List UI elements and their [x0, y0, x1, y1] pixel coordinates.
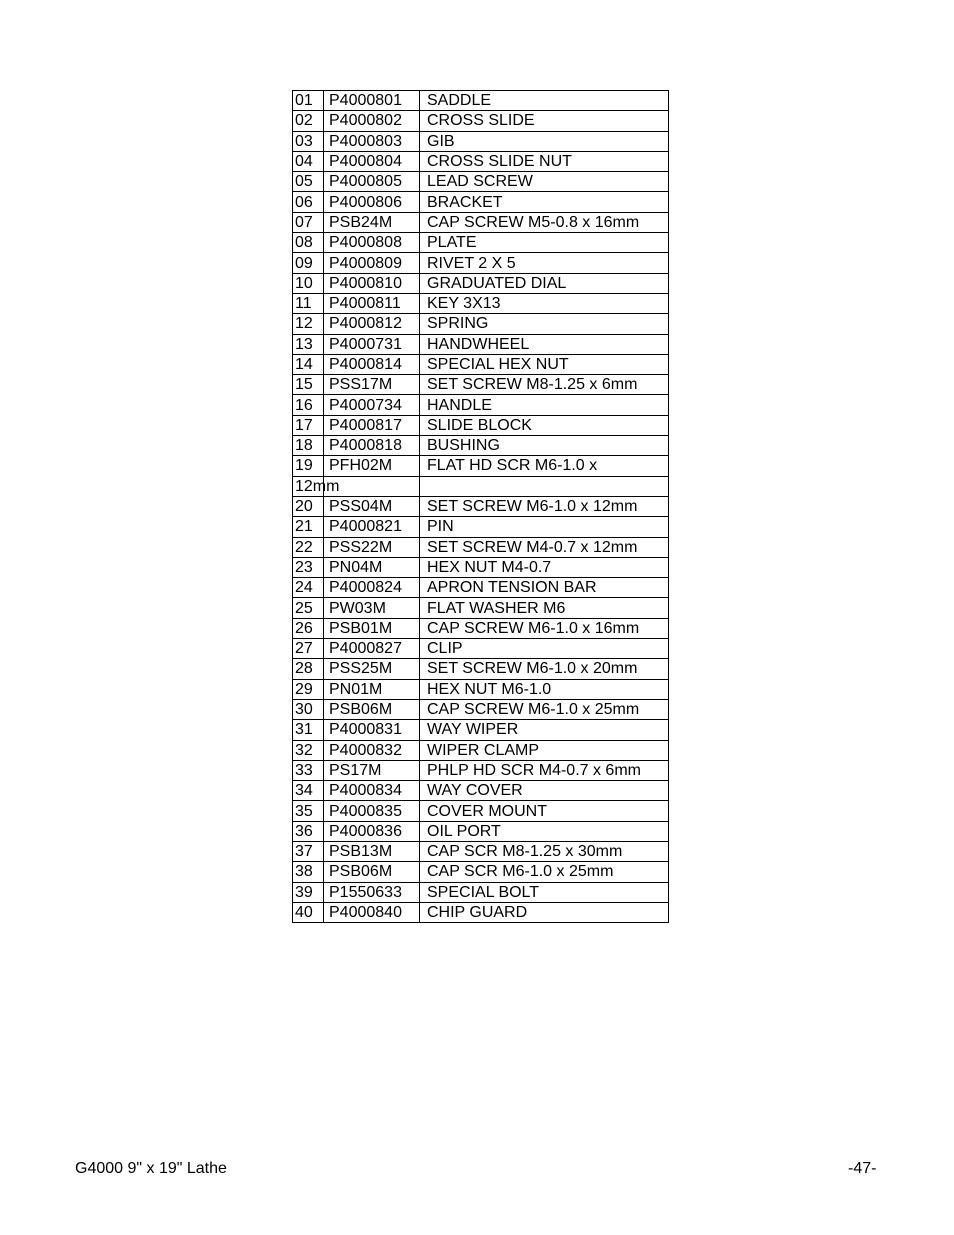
table-row [293, 233, 669, 253]
part-number-cell: P1550633 [324, 882, 420, 902]
footer-page-number: -47- [848, 1160, 877, 1177]
ref-number-cell: 35 [293, 801, 324, 821]
ref-number-cell: 02 [293, 111, 324, 131]
description-cell: CHIP GUARD [420, 902, 669, 922]
ref-number-cell: 16 [293, 395, 324, 415]
part-number-cell: P4000804 [324, 151, 420, 171]
ref-number-cell: 22 [293, 537, 324, 557]
ref-number-cell: 10 [293, 273, 324, 293]
part-number-cell: P4000731 [324, 334, 420, 354]
ref-number-cell: 29 [293, 679, 324, 699]
description-cell: CROSS SLIDE [420, 111, 669, 131]
part-number-cell: P4000836 [324, 821, 420, 841]
part-number-cell: P4000832 [324, 740, 420, 760]
description-cell: GIB [420, 131, 669, 151]
part-number-cell: PSB01M [324, 618, 420, 638]
description-cell: COVER MOUNT [420, 801, 669, 821]
part-number-cell: P4000827 [324, 639, 420, 659]
description-cell: PIN [420, 517, 669, 537]
part-number-cell: P4000803 [324, 131, 420, 151]
table-row [293, 902, 669, 922]
table-row [293, 760, 669, 780]
part-number-cell: P4000810 [324, 273, 420, 293]
description-cell: CAP SCREW M5-0.8 x 16mm [420, 212, 669, 232]
ref-number-cell: 09 [293, 253, 324, 273]
table-row [293, 131, 669, 151]
ref-number-cell: 14 [293, 354, 324, 374]
table-row [293, 659, 669, 679]
part-number-cell: P4000801 [324, 91, 420, 111]
table-row [293, 679, 669, 699]
description-cell: RIVET 2 X 5 [420, 253, 669, 273]
description-cell: CAP SCR M8-1.25 x 30mm [420, 841, 669, 861]
description-cell: CROSS SLIDE NUT [420, 151, 669, 171]
description-cell: SET SCREW M8-1.25 x 6mm [420, 375, 669, 395]
ref-number-cell: 24 [293, 578, 324, 598]
table-row [293, 253, 669, 273]
ref-number-cell: 07 [293, 212, 324, 232]
table-row [293, 699, 669, 719]
part-number-cell: PSS25M [324, 659, 420, 679]
ref-number-cell: 04 [293, 151, 324, 171]
ref-number-cell: 17 [293, 415, 324, 435]
table-row [293, 375, 669, 395]
ref-number-cell: 15 [293, 375, 324, 395]
table-row [293, 821, 669, 841]
ref-number-cell: 20 [293, 496, 324, 516]
part-number-cell: P4000831 [324, 720, 420, 740]
ref-number-cell: 13 [293, 334, 324, 354]
table-row [293, 740, 669, 760]
ref-number-cell: 28 [293, 659, 324, 679]
part-number-cell: P4000812 [324, 314, 420, 334]
description-cell: HANDLE [420, 395, 669, 415]
part-number-cell: PSB06M [324, 862, 420, 882]
part-number-cell: P4000734 [324, 395, 420, 415]
ref-number-cell: 32 [293, 740, 324, 760]
part-number-cell: PSS17M [324, 375, 420, 395]
table-row [293, 334, 669, 354]
description-cell: SLIDE BLOCK [420, 415, 669, 435]
description-cell: HEX NUT M4-0.7 [420, 557, 669, 577]
table-row [293, 476, 669, 496]
description-cell: CAP SCREW M6-1.0 x 25mm [420, 699, 669, 719]
description-cell: SPRING [420, 314, 669, 334]
ref-number-cell: 12mm [293, 476, 324, 496]
table-row [293, 415, 669, 435]
part-number-cell: PSB06M [324, 699, 420, 719]
table-row [293, 598, 669, 618]
parts-list-table [292, 90, 669, 923]
description-cell: BRACKET [420, 192, 669, 212]
description-cell: SET SCREW M6-1.0 x 12mm [420, 496, 669, 516]
table-row [293, 720, 669, 740]
ref-number-cell: 25 [293, 598, 324, 618]
ref-number-cell: 21 [293, 517, 324, 537]
part-number-cell: PFH02M [324, 456, 420, 476]
description-cell: SADDLE [420, 91, 669, 111]
table-row [293, 781, 669, 801]
description-cell: KEY 3X13 [420, 293, 669, 313]
table-row [293, 436, 669, 456]
ref-number-cell: 26 [293, 618, 324, 638]
part-number-cell: PS17M [324, 760, 420, 780]
ref-number-cell: 40 [293, 902, 324, 922]
ref-number-cell: 31 [293, 720, 324, 740]
table-row [293, 314, 669, 334]
description-cell: SPECIAL BOLT [420, 882, 669, 902]
part-number-cell: P4000806 [324, 192, 420, 212]
part-number-cell: P4000818 [324, 436, 420, 456]
table-row [293, 395, 669, 415]
description-cell: BUSHING [420, 436, 669, 456]
ref-number-cell: 19 [293, 456, 324, 476]
description-cell: APRON TENSION BAR [420, 578, 669, 598]
ref-number-cell: 39 [293, 882, 324, 902]
description-cell: WIPER CLAMP [420, 740, 669, 760]
ref-number-cell: 27 [293, 639, 324, 659]
part-number-cell: P4000821 [324, 517, 420, 537]
ref-number-cell: 08 [293, 233, 324, 253]
description-cell: SET SCREW M4-0.7 x 12mm [420, 537, 669, 557]
description-cell: PHLP HD SCR M4-0.7 x 6mm [420, 760, 669, 780]
part-number-cell: P4000805 [324, 172, 420, 192]
description-cell: CAP SCR M6-1.0 x 25mm [420, 862, 669, 882]
part-number-cell: P4000808 [324, 233, 420, 253]
description-cell: WAY WIPER [420, 720, 669, 740]
table-row [293, 618, 669, 638]
part-number-cell: PN04M [324, 557, 420, 577]
description-cell: LEAD SCREW [420, 172, 669, 192]
description-cell: SPECIAL HEX NUT [420, 354, 669, 374]
ref-number-cell: 12 [293, 314, 324, 334]
ref-number-cell: 03 [293, 131, 324, 151]
table-row [293, 354, 669, 374]
ref-number-cell: 30 [293, 699, 324, 719]
part-number-cell: PN01M [324, 679, 420, 699]
part-number-cell: P4000835 [324, 801, 420, 821]
table-row [293, 111, 669, 131]
ref-number-cell: 18 [293, 436, 324, 456]
ref-number-cell: 38 [293, 862, 324, 882]
description-cell: FLAT HD SCR M6-1.0 x [420, 456, 669, 476]
description-cell: CAP SCREW M6-1.0 x 16mm [420, 618, 669, 638]
ref-number-cell: 37 [293, 841, 324, 861]
description-cell: PLATE [420, 233, 669, 253]
description-cell: GRADUATED DIAL [420, 273, 669, 293]
description-cell: HANDWHEEL [420, 334, 669, 354]
footer-manual-title: G4000 9" x 19" Lathe [75, 1160, 227, 1177]
part-number-cell: PSB13M [324, 841, 420, 861]
ref-number-cell: 33 [293, 760, 324, 780]
description-cell: FLAT WASHER M6 [420, 598, 669, 618]
table-row [293, 882, 669, 902]
ref-number-cell: 11 [293, 293, 324, 313]
table-row [293, 456, 669, 476]
table-row [293, 151, 669, 171]
part-number-cell: PSB24M [324, 212, 420, 232]
description-cell: WAY COVER [420, 781, 669, 801]
part-number-cell: P4000814 [324, 354, 420, 374]
description-cell: OIL PORT [420, 821, 669, 841]
part-number-cell: PSS22M [324, 537, 420, 557]
table-row [293, 578, 669, 598]
part-number-cell: P4000802 [324, 111, 420, 131]
ref-number-cell: 36 [293, 821, 324, 841]
table-row [293, 91, 669, 111]
ref-number-cell: 05 [293, 172, 324, 192]
part-number-cell: P4000834 [324, 781, 420, 801]
table-row [293, 537, 669, 557]
table-row [293, 841, 669, 861]
part-number-cell: P4000840 [324, 902, 420, 922]
table-row [293, 557, 669, 577]
table-row [293, 517, 669, 537]
part-number-cell: P4000811 [324, 293, 420, 313]
ref-number-cell: 01 [293, 91, 324, 111]
ref-number-cell: 34 [293, 781, 324, 801]
ref-number-cell: 23 [293, 557, 324, 577]
part-number-cell: PW03M [324, 598, 420, 618]
description-cell: CLIP [420, 639, 669, 659]
table-row [293, 862, 669, 882]
part-number-cell: P4000824 [324, 578, 420, 598]
part-number-cell: P4000809 [324, 253, 420, 273]
description-cell [420, 476, 669, 496]
table-row [293, 172, 669, 192]
ref-number-cell: 06 [293, 192, 324, 212]
description-cell: HEX NUT M6-1.0 [420, 679, 669, 699]
parts-list-body [293, 91, 669, 923]
table-row [293, 192, 669, 212]
table-row [293, 212, 669, 232]
description-cell: SET SCREW M6-1.0 x 20mm [420, 659, 669, 679]
table-row [293, 293, 669, 313]
part-number-cell: PSS04M [324, 496, 420, 516]
table-row [293, 801, 669, 821]
part-number-cell: P4000817 [324, 415, 420, 435]
table-row [293, 273, 669, 293]
table-row [293, 639, 669, 659]
table-row [293, 496, 669, 516]
